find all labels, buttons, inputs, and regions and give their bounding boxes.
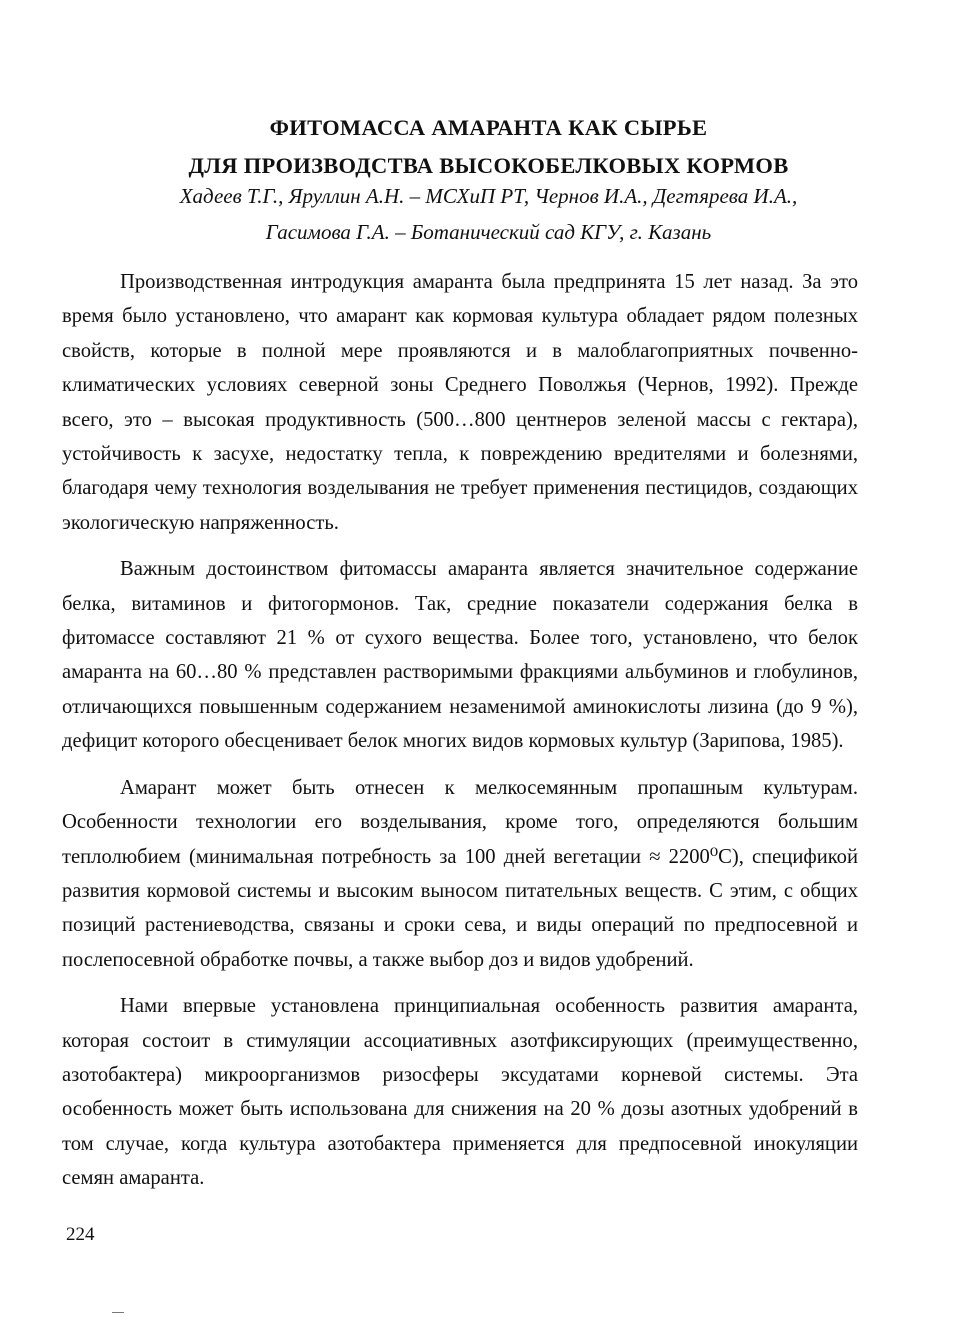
paragraph-4: Нами впервые установлена принципиальная особенность развития амаранта, которая состоит в стимуляции ассоциативных азотфиксирующих (преимущественно, азотобактера) микроорганизмов ризосферы эксудатами корневой системы. Эта особенность может быть использована для снижения на 20 % дозы азотных удобрений в том случае, когда культура азотобактера применяется для предпосевной инокуляции семян амаранта. xyxy=(62,995,858,1190)
page-number: 224 xyxy=(66,1224,95,1245)
article-title-line-2: ДЛЯ ПРОИЗВОДСТВА ВЫСОКОБЕЛКОВЫХ КОРМОВ xyxy=(188,153,789,178)
authors-line-1: Хадеев Т.Г., Яруллин А.Н. – МСХиП РТ, Чернов И.А., Дегтярева И.А., xyxy=(179,184,798,208)
footer-mark xyxy=(112,1312,124,1313)
article-authors xyxy=(40,178,937,250)
paragraph-2: Важным достоинством фитомассы амаранта является значительное содержание белка, витаминов и фитогормонов. Так, средние показатели содержания белка в фитомассе составляют 21 % от сухого вещества. Более того, установлено, что белок амаранта на 60…80 % представлен растворимыми фракциями альбуминов и глобулинов, отличающихся повышенным содержанием незаменимой аминокислоты лизина (до 9 %), дефицит которого обесценивает белок многих видов кормовых культур (Зарипова, 1985). xyxy=(62,558,858,753)
article-title xyxy=(60,109,917,185)
article-body xyxy=(62,265,858,1208)
paragraph-1: Производственная интродукция амаранта была предпринята 15 лет назад. За это время было установлено, что амарант как кормовая культура обладает рядом полезных свойств, которые в полной мере проявляются и в малоблагоприятных почвенно-климатических условиях северной зоны Среднего Поволжья (Чернов, 1992). Прежде всего, это – высокая продуктивность (500…800 центнеров зеленой массы с гектара), устойчивость к засухе, недостатку тепла, к повреждению вредителями и болезнями, благодаря чему технология возделывания не требует применения пестицидов, создающих экологическую напряженность. xyxy=(62,271,858,534)
authors-line-2: Гасимова Г.А. – Ботанический сад КГУ, г. Казань xyxy=(265,220,712,244)
article-title-line-1: ФИТОМАССА АМАРАНТА КАК СЫРЬЕ xyxy=(269,115,708,140)
paragraph-3: Амарант может быть отнесен к мелкосемянным пропашным культурам. Особенности технологии его возделывания, кроме того, определяются большим теплолюбием (минимальная потребность за 100 дней вегетации ≈ 2200⁰С), спецификой развития кормовой системы и высоким выносом питательных веществ. С этим, с общих позиций растениеводства, связаны и сроки сева, и виды операций по предпосевной и послепосевной обработке почвы, а также выбор доз и видов удобрений. xyxy=(62,776,858,971)
